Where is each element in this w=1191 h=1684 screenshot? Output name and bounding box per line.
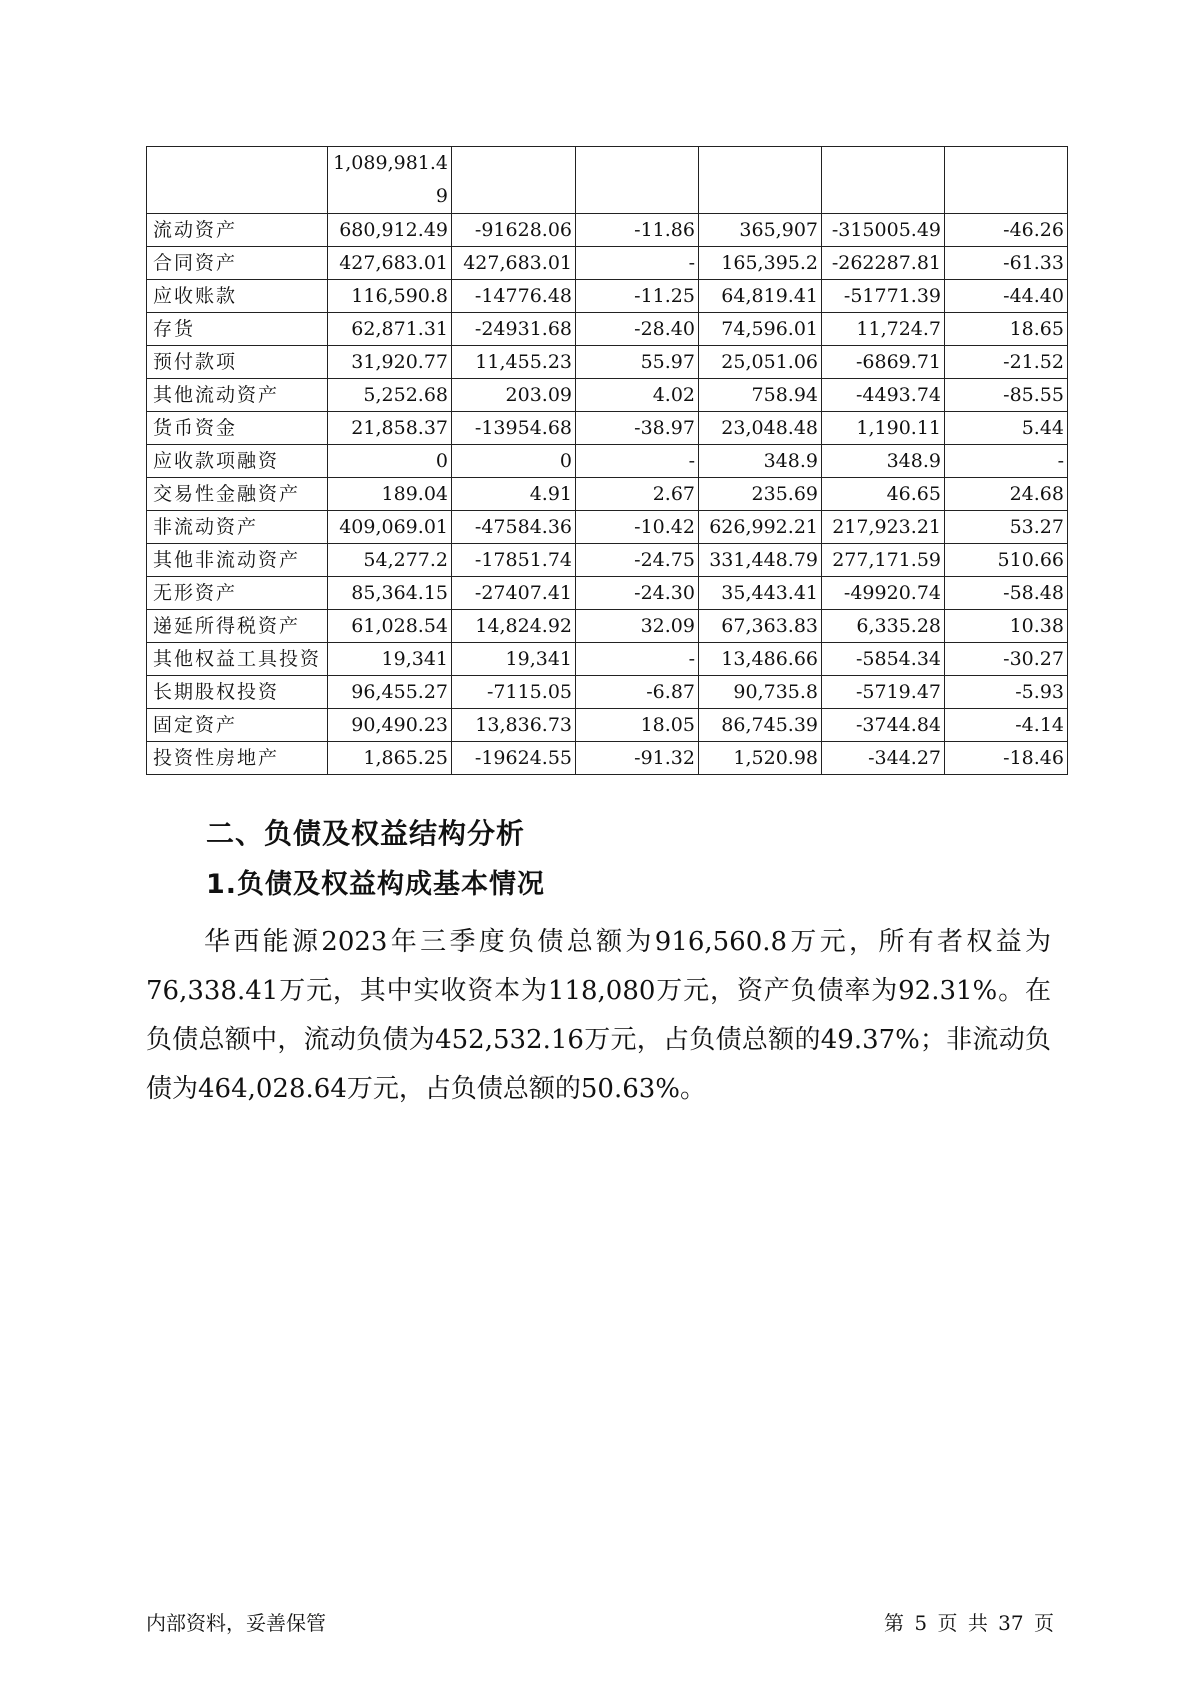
table-cell-label: 长期股权投资 <box>147 676 328 709</box>
table-cell-value: -91.32 <box>576 742 699 775</box>
table-cell-label: 无形资产 <box>147 577 328 610</box>
table-cell-value: 14,824.92 <box>452 610 576 643</box>
table-cell-label: 预付款项 <box>147 346 328 379</box>
table-row <box>147 445 1068 478</box>
table-cell-value: 90,490.23 <box>328 709 452 742</box>
table-cell-label: 其他非流动资产 <box>147 544 328 577</box>
table-cell-value: -315005.49 <box>822 214 945 247</box>
table-cell-label: 流动资产 <box>147 214 328 247</box>
table-row <box>147 676 1068 709</box>
table-cell-value: - <box>576 445 699 478</box>
table-cell-value: 427,683.01 <box>452 247 576 280</box>
table-row <box>147 544 1068 577</box>
table-cell-value: -5719.47 <box>822 676 945 709</box>
table-cell-value: 680,912.49 <box>328 214 452 247</box>
table-cell-value: 86,745.39 <box>699 709 822 742</box>
table-cell-value: - <box>576 643 699 676</box>
table-cell-value: -5.93 <box>945 676 1068 709</box>
table-cell-value: -58.48 <box>945 577 1068 610</box>
table-row <box>147 313 1068 346</box>
table-cell-value: 21,858.37 <box>328 412 452 445</box>
table-row <box>147 742 1068 775</box>
table-row <box>147 511 1068 544</box>
table-cell-value: 64,819.41 <box>699 280 822 313</box>
table-cell-value: 1,520.98 <box>699 742 822 775</box>
table-cell-label: 投资性房地产 <box>147 742 328 775</box>
table-cell-label <box>147 147 328 214</box>
table-cell-label: 非流动资产 <box>147 511 328 544</box>
table-cell-value: 409,069.01 <box>328 511 452 544</box>
table-cell-value: -11.86 <box>576 214 699 247</box>
table-cell-value: 55.97 <box>576 346 699 379</box>
table-cell-value: 23,048.48 <box>699 412 822 445</box>
table-cell-value: -6.87 <box>576 676 699 709</box>
table-cell-value: -47584.36 <box>452 511 576 544</box>
table-cell-value: 277,171.59 <box>822 544 945 577</box>
table-cell-value: 626,992.21 <box>699 511 822 544</box>
table-cell-value: 96,455.27 <box>328 676 452 709</box>
table-row <box>147 379 1068 412</box>
table-cell-value: 18.65 <box>945 313 1068 346</box>
section-heading: 二、负债及权益结构分析 <box>206 817 526 850</box>
table-cell-value: -30.27 <box>945 643 1068 676</box>
table-cell-value: -3744.84 <box>822 709 945 742</box>
footer-page-number: 第 5 页 共 37 页 <box>884 1611 1054 1635</box>
table-cell-value: -21.52 <box>945 346 1068 379</box>
table-cell-label: 递延所得税资产 <box>147 610 328 643</box>
table-cell-value: 1,190.11 <box>822 412 945 445</box>
table-cell-value: -6869.71 <box>822 346 945 379</box>
table-cell-value: 203.09 <box>452 379 576 412</box>
table-cell-value: - <box>576 247 699 280</box>
table-cell-value: -262287.81 <box>822 247 945 280</box>
table-cell-value: 5,252.68 <box>328 379 452 412</box>
table-cell-value: 13,836.73 <box>452 709 576 742</box>
analysis-paragraph: 华西能源2023年三季度负债总额为916,560.8万元，所有者权益为76,338.41万元，其中实收资本为118,080万元，资产负债率为92.31%。在负债总额中，流动负债为452,532.16万元，占负债总额的49.37%；非流动负债为464,028.64万元，占负债总额的50.63%。 <box>146 927 1051 1104</box>
table-cell-value: 61,028.54 <box>328 610 452 643</box>
table-cell-value: 331,448.79 <box>699 544 822 577</box>
table-row <box>147 577 1068 610</box>
table-row <box>147 610 1068 643</box>
table-cell-value: -19624.55 <box>452 742 576 775</box>
table-cell-value: -61.33 <box>945 247 1068 280</box>
table-cell-empty <box>576 147 699 214</box>
table-cell-value: -18.46 <box>945 742 1068 775</box>
table-cell-value: 365,907 <box>699 214 822 247</box>
table-cell-value: -14776.48 <box>452 280 576 313</box>
table-cell-value: -28.40 <box>576 313 699 346</box>
table-cell-value: -4.14 <box>945 709 1068 742</box>
table-cell-value: -7115.05 <box>452 676 576 709</box>
table-cell-value: 758.94 <box>699 379 822 412</box>
table-cell-value: -27407.41 <box>452 577 576 610</box>
table-cell-value: -91628.06 <box>452 214 576 247</box>
table-cell-value: 90,735.8 <box>699 676 822 709</box>
table-cell-value: 6,335.28 <box>822 610 945 643</box>
table-row <box>147 478 1068 511</box>
table-cell-value: 11,724.7 <box>822 313 945 346</box>
table-cell-value: 46.65 <box>822 478 945 511</box>
table-cell-label: 货币资金 <box>147 412 328 445</box>
table-cell-value: 53.27 <box>945 511 1068 544</box>
table-cell-value: -5854.34 <box>822 643 945 676</box>
table-cell-value: 1,865.25 <box>328 742 452 775</box>
table-cell-empty <box>699 147 822 214</box>
table-cell-value: -44.40 <box>945 280 1068 313</box>
table-cell-value: 189.04 <box>328 478 452 511</box>
table-cell-value: 217,923.21 <box>822 511 945 544</box>
table-cell-value: -10.42 <box>576 511 699 544</box>
table-cell-value: 19,341 <box>328 643 452 676</box>
table-cell-value: - <box>945 445 1068 478</box>
table-cell-value: -13954.68 <box>452 412 576 445</box>
table-cell-value: -51771.39 <box>822 280 945 313</box>
table-cell-value: 31,920.77 <box>328 346 452 379</box>
table-cell-label: 其他流动资产 <box>147 379 328 412</box>
table-cell-value: 427,683.01 <box>328 247 452 280</box>
table-cell-empty <box>452 147 576 214</box>
table-cell-label: 存货 <box>147 313 328 346</box>
table-cell-label: 交易性金融资产 <box>147 478 328 511</box>
table-cell-value: 4.91 <box>452 478 576 511</box>
table-cell-value: 67,363.83 <box>699 610 822 643</box>
table-cell-value: -24.30 <box>576 577 699 610</box>
table-body <box>147 147 1068 775</box>
table-cell-value: -24.75 <box>576 544 699 577</box>
table-cell-value: 348.9 <box>699 445 822 478</box>
table-cell-value: 85,364.15 <box>328 577 452 610</box>
footer-confidential-note: 内部资料，妥善保管 <box>146 1611 326 1635</box>
table-cell-value: 18.05 <box>576 709 699 742</box>
table-cell-value: 35,443.41 <box>699 577 822 610</box>
table-cell-value: 10.38 <box>945 610 1068 643</box>
table-cell-value: -11.25 <box>576 280 699 313</box>
table-cell-label: 固定资产 <box>147 709 328 742</box>
table-cell-value: -49920.74 <box>822 577 945 610</box>
table-cell-value: 5.44 <box>945 412 1068 445</box>
table-cell-value: 25,051.06 <box>699 346 822 379</box>
table-cell-value: -46.26 <box>945 214 1068 247</box>
table-cell-value: 19,341 <box>452 643 576 676</box>
table-row <box>147 412 1068 445</box>
asset-structure-table <box>146 146 1068 775</box>
table-cell-value: 4.02 <box>576 379 699 412</box>
table-cell-value: 11,455.23 <box>452 346 576 379</box>
table-cell-empty <box>945 147 1068 214</box>
table-row <box>147 280 1068 313</box>
table-cell-value: 116,590.8 <box>328 280 452 313</box>
table-cell-value: 24.68 <box>945 478 1068 511</box>
table-cell-value: -344.27 <box>822 742 945 775</box>
table-cell-label: 其他权益工具投资 <box>147 643 328 676</box>
table-cell-empty <box>822 147 945 214</box>
table-cell-value: 62,871.31 <box>328 313 452 346</box>
table-row-continued <box>147 147 1068 214</box>
table-row <box>147 247 1068 280</box>
table-row <box>147 709 1068 742</box>
table-cell-value: -17851.74 <box>452 544 576 577</box>
table-cell-value: 0 <box>452 445 576 478</box>
table-row <box>147 214 1068 247</box>
table-cell-value: 510.66 <box>945 544 1068 577</box>
table-cell-value: 165,395.2 <box>699 247 822 280</box>
table-cell-value: 235.69 <box>699 478 822 511</box>
table-cell-label: 合同资产 <box>147 247 328 280</box>
table-cell-label: 应收款项融资 <box>147 445 328 478</box>
table-row <box>147 643 1068 676</box>
table-cell-value: 1,089,981.49 <box>328 147 452 214</box>
table-row <box>147 346 1068 379</box>
table-cell-value: 13,486.66 <box>699 643 822 676</box>
table-cell-value: 0 <box>328 445 452 478</box>
table-cell-value: 32.09 <box>576 610 699 643</box>
subsection-heading: 1.负债及权益构成基本情况 <box>206 869 546 900</box>
table-cell-value: 348.9 <box>822 445 945 478</box>
table-cell-value: -38.97 <box>576 412 699 445</box>
table-cell-value: -85.55 <box>945 379 1068 412</box>
table-cell-value: -4493.74 <box>822 379 945 412</box>
table-cell-value: 74,596.01 <box>699 313 822 346</box>
table-cell-label: 应收账款 <box>147 280 328 313</box>
table-cell-value: 54,277.2 <box>328 544 452 577</box>
table-cell-value: 2.67 <box>576 478 699 511</box>
table-cell-value: -24931.68 <box>452 313 576 346</box>
